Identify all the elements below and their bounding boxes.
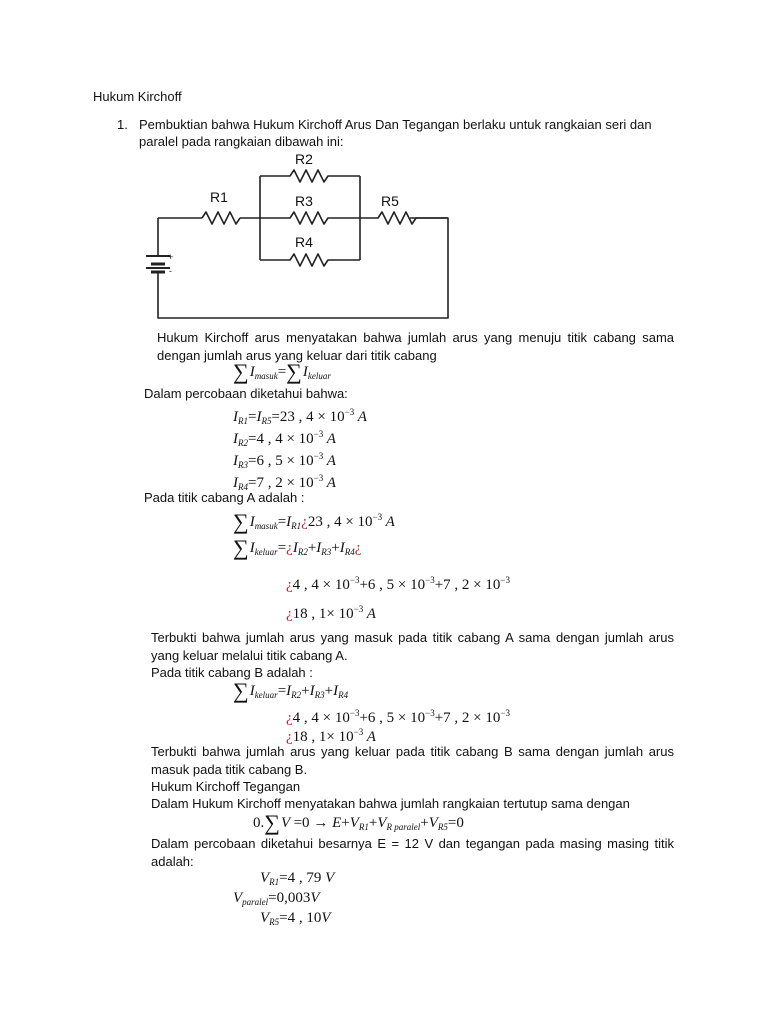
document-title: Hukum Kirchoff [93, 89, 182, 104]
cabang-a-label: Pada titik cabang A adalah : [144, 490, 305, 505]
kvl-vr1: $V_{R1}=4$ , 79 V [260, 870, 335, 887]
kcl-equation: $\sum I_{masuk}=\sum I_{keluar}$ [233, 359, 331, 384]
kvl-vparalel: $V_{paralel}=0,003V$ [233, 890, 320, 907]
given-ir3: $I_{R3}=6$ , $5 \times 10^{-3}$ A [233, 451, 336, 470]
battery-plus: + [168, 252, 174, 262]
cabang-a-conclusion: Terbukti bahwa jumlah arus yang masuk pada titik cabang A sama dengan jumlah arus yang keluar melalui titik cabang A. [151, 630, 674, 663]
label-r5: R5 [381, 193, 399, 209]
cabang-b-sum-keluar: $\sum I_{keluar}=I_{R2}+I_{R3}+I_{R4}$ [233, 678, 349, 703]
label-r1: R1 [210, 189, 228, 205]
kvl-equation: $0.\sum V =0 \to E+V_{R1}+V_{R paralel}+V_{R5}=0$ [253, 810, 464, 835]
cabang-a-sum-values: ¿4 , $4 \times 10^{-3}+6$ , $5 \times 10^{-3}+7$ , $2 \times 10^{-3}$ [286, 575, 510, 593]
circuit-diagram [140, 150, 470, 322]
kvl-heading: Hukum Kirchoff Tegangan [151, 779, 301, 794]
label-r4: R4 [295, 234, 313, 250]
list-number: 1. [117, 117, 128, 132]
cabang-b-total: ¿18 , $1\times 10^{-3}$ A [286, 727, 376, 745]
given-ir2: $I_{R2}=4$ , $4 \times 10^{-3}$ A [233, 429, 336, 448]
kvl-percobaan: Dalam percobaan diketahui besarnya E = 12 V dan tegangan pada masing masing titik adalah: [151, 836, 674, 869]
item-text-line2: paralel pada rangkaian dibawah ini: [139, 134, 344, 149]
battery-icon [146, 256, 170, 272]
cabang-b-label: Pada titik cabang B adalah : [151, 665, 313, 680]
resistor-r2 [260, 170, 360, 182]
resistor-r1 [202, 212, 240, 224]
item-text-line1: Pembuktian bahwa Hukum Kirchoff Arus Dan Tegangan berlaku untuk rangkaian seri dan [139, 117, 652, 132]
kvl-vr5: $V_{R5}=4$ , 10V [260, 910, 331, 927]
cabang-a-total: ¿18 , $1\times 10^{-3}$ A [286, 604, 376, 622]
given-ir1-ir5: $I_{R1}=I_{R5}=23$ , $4 \times 10^{-3}$ A [233, 407, 367, 426]
kvl-statement: Dalam Hukum Kirchoff menyatakan bahwa jumlah rangkaian tertutup sama dengan [151, 796, 630, 811]
resistor-r3 [260, 212, 360, 224]
battery-minus: - [169, 266, 172, 276]
cabang-b-conclusion: Terbukti bahwa jumlah arus yang keluar pada titik cabang B sama dengan jumlah arus masuk pada titik cabang B. [151, 744, 674, 777]
cabang-b-sum-values: ¿4 , $4 \times 10^{-3}+6$ , $5 \times 10^{-3}+7$ , $2 \times 10^{-3}$ [286, 708, 510, 726]
diketahui-label: Dalam percobaan diketahui bahwa: [144, 386, 348, 401]
kcl-paragraph: Hukum Kirchoff arus menyatakan bahwa jumlah arus yang menuju titik cabang sama dengan jumlah arus yang keluar dari titik cabang [157, 330, 674, 363]
cabang-a-sum-masuk: $\sum I_{masuk}=I_{R1}¿23$ , $4 \times 10^{-3}$ A [233, 509, 395, 534]
resistor-r5 [360, 212, 448, 224]
label-r3: R3 [295, 193, 313, 209]
cabang-a-sum-keluar: $\sum I_{keluar}=¿I_{R2}+I_{R3}+I_{R4}¿$ [233, 535, 362, 560]
label-r2: R2 [295, 151, 313, 167]
resistor-r4 [260, 254, 360, 266]
given-ir4: $I_{R4}=7$ , $2 \times 10^{-3}$ A [233, 473, 336, 492]
